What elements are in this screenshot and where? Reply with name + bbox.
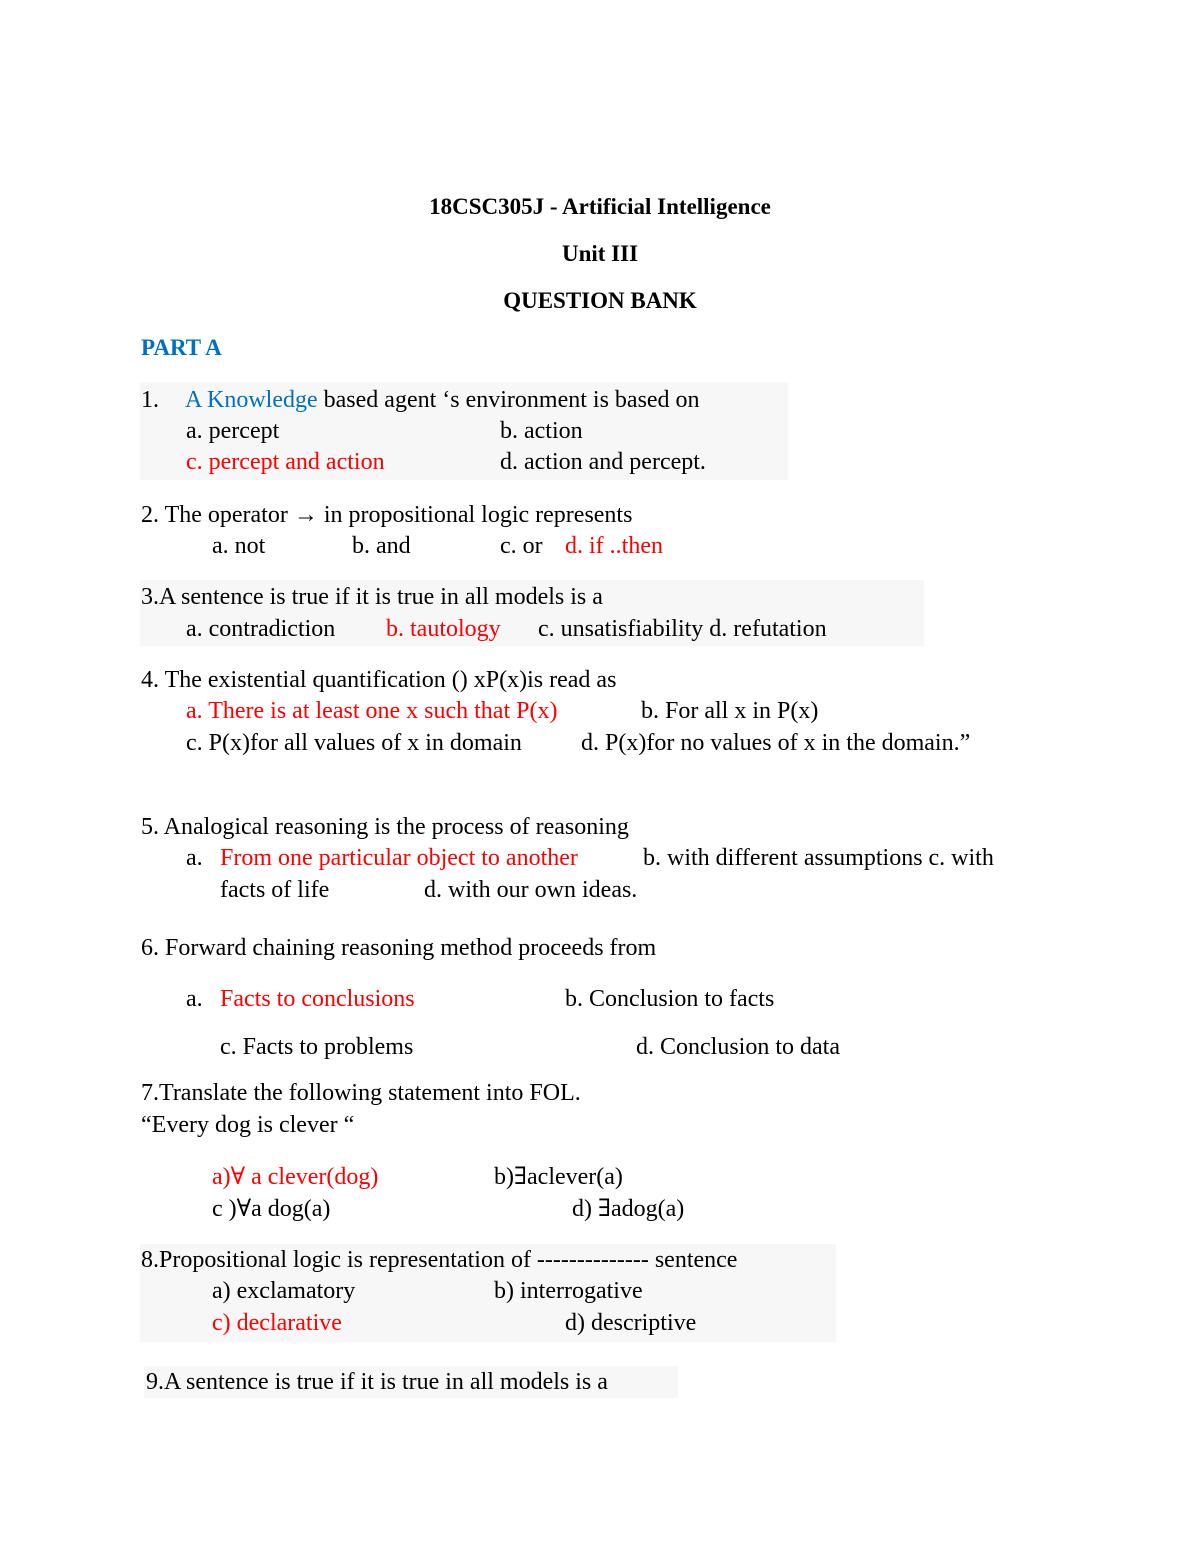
q3-options-c-d: c. unsatisfiability d. refutation bbox=[538, 616, 827, 642]
part-a-heading: PART A bbox=[141, 335, 222, 360]
question-7: 7.Translate the following statement into FOL. bbox=[141, 1080, 581, 1106]
q4-option-d: d. P(x)for no values of x in the domain.” bbox=[581, 730, 971, 756]
q8-option-c-answer: c) declarative bbox=[212, 1310, 342, 1336]
question-1-number: 1. bbox=[141, 387, 159, 413]
q1-option-d: d. action and percept. bbox=[500, 449, 706, 475]
q6-option-a-answer: Facts to conclusions bbox=[220, 986, 415, 1012]
q8-option-a: a) exclamatory bbox=[212, 1278, 356, 1304]
q3-option-b-answer: b. tautology bbox=[386, 616, 501, 642]
q2-option-a: a. not bbox=[212, 533, 266, 559]
question-7-statement: “Every dog is clever “ bbox=[141, 1112, 355, 1138]
q7-option-a-answer: a)∀ a clever(dog) bbox=[212, 1164, 379, 1190]
question-8: 8.Propositional logic is representation of -------------- sentence bbox=[141, 1247, 738, 1273]
q6-option-b: b. Conclusion to facts bbox=[565, 986, 775, 1012]
question-4: 4. The existential quantification () xP(x)is read as bbox=[141, 667, 617, 693]
question-1 bbox=[141, 388, 700, 412]
question-1-text: based agent ‘s environment is based on bbox=[317, 387, 700, 413]
question-3: 3.A sentence is true if it is true in all models is a bbox=[141, 584, 603, 610]
q6-option-d: d. Conclusion to data bbox=[636, 1034, 840, 1060]
q6-option-c: c. Facts to problems bbox=[220, 1034, 414, 1060]
q5-option-a-answer: From one particular object to another bbox=[220, 845, 578, 871]
q1-option-b: b. action bbox=[500, 418, 583, 444]
question-9: 9.A sentence is true if it is true in all models is a bbox=[146, 1369, 608, 1395]
q7-option-d: d) ∃adog(a) bbox=[572, 1196, 685, 1222]
question-2: 2. The operator → in propositional logic represents bbox=[141, 502, 633, 528]
q7-option-c: c )∀a dog(a) bbox=[212, 1196, 331, 1222]
q2-option-b: b. and bbox=[352, 533, 411, 559]
q8-option-b: b) interrogative bbox=[494, 1278, 643, 1304]
q7-option-b: b)∃aclever(a) bbox=[494, 1164, 623, 1190]
q1-option-c-answer: c. percept and action bbox=[186, 449, 385, 475]
q8-option-d: d) descriptive bbox=[565, 1310, 697, 1336]
question-6: 6. Forward chaining reasoning method proceeds from bbox=[141, 935, 657, 961]
question-bank-title: QUESTION BANK bbox=[503, 288, 697, 313]
q5-options-b-c: b. with different assumptions c. with bbox=[643, 845, 994, 871]
q5-option-d: d. with our own ideas. bbox=[424, 877, 638, 903]
q5-option-c-continued: facts of life bbox=[220, 877, 330, 903]
q4-option-a-answer: a. There is at least one x such that P(x) bbox=[186, 698, 558, 724]
q3-option-a: a. contradiction bbox=[186, 616, 336, 642]
question-1-highlight: A Knowledge bbox=[185, 387, 318, 413]
q1-option-a: a. percept bbox=[186, 418, 280, 444]
q5-option-a-label: a. bbox=[186, 845, 203, 871]
q2-option-d-answer: d. if ..then bbox=[565, 533, 663, 559]
question-5: 5. Analogical reasoning is the process of reasoning bbox=[141, 814, 629, 840]
document-title: 18CSC305J - Artificial Intelligence bbox=[429, 194, 771, 219]
q2-option-c: c. or bbox=[500, 533, 543, 559]
unit-title: Unit III bbox=[561, 241, 639, 266]
q6-option-a-label: a. bbox=[186, 986, 203, 1012]
q4-option-b: b. For all x in P(x) bbox=[641, 698, 819, 724]
q4-option-c: c. P(x)for all values of x in domain bbox=[186, 730, 522, 756]
